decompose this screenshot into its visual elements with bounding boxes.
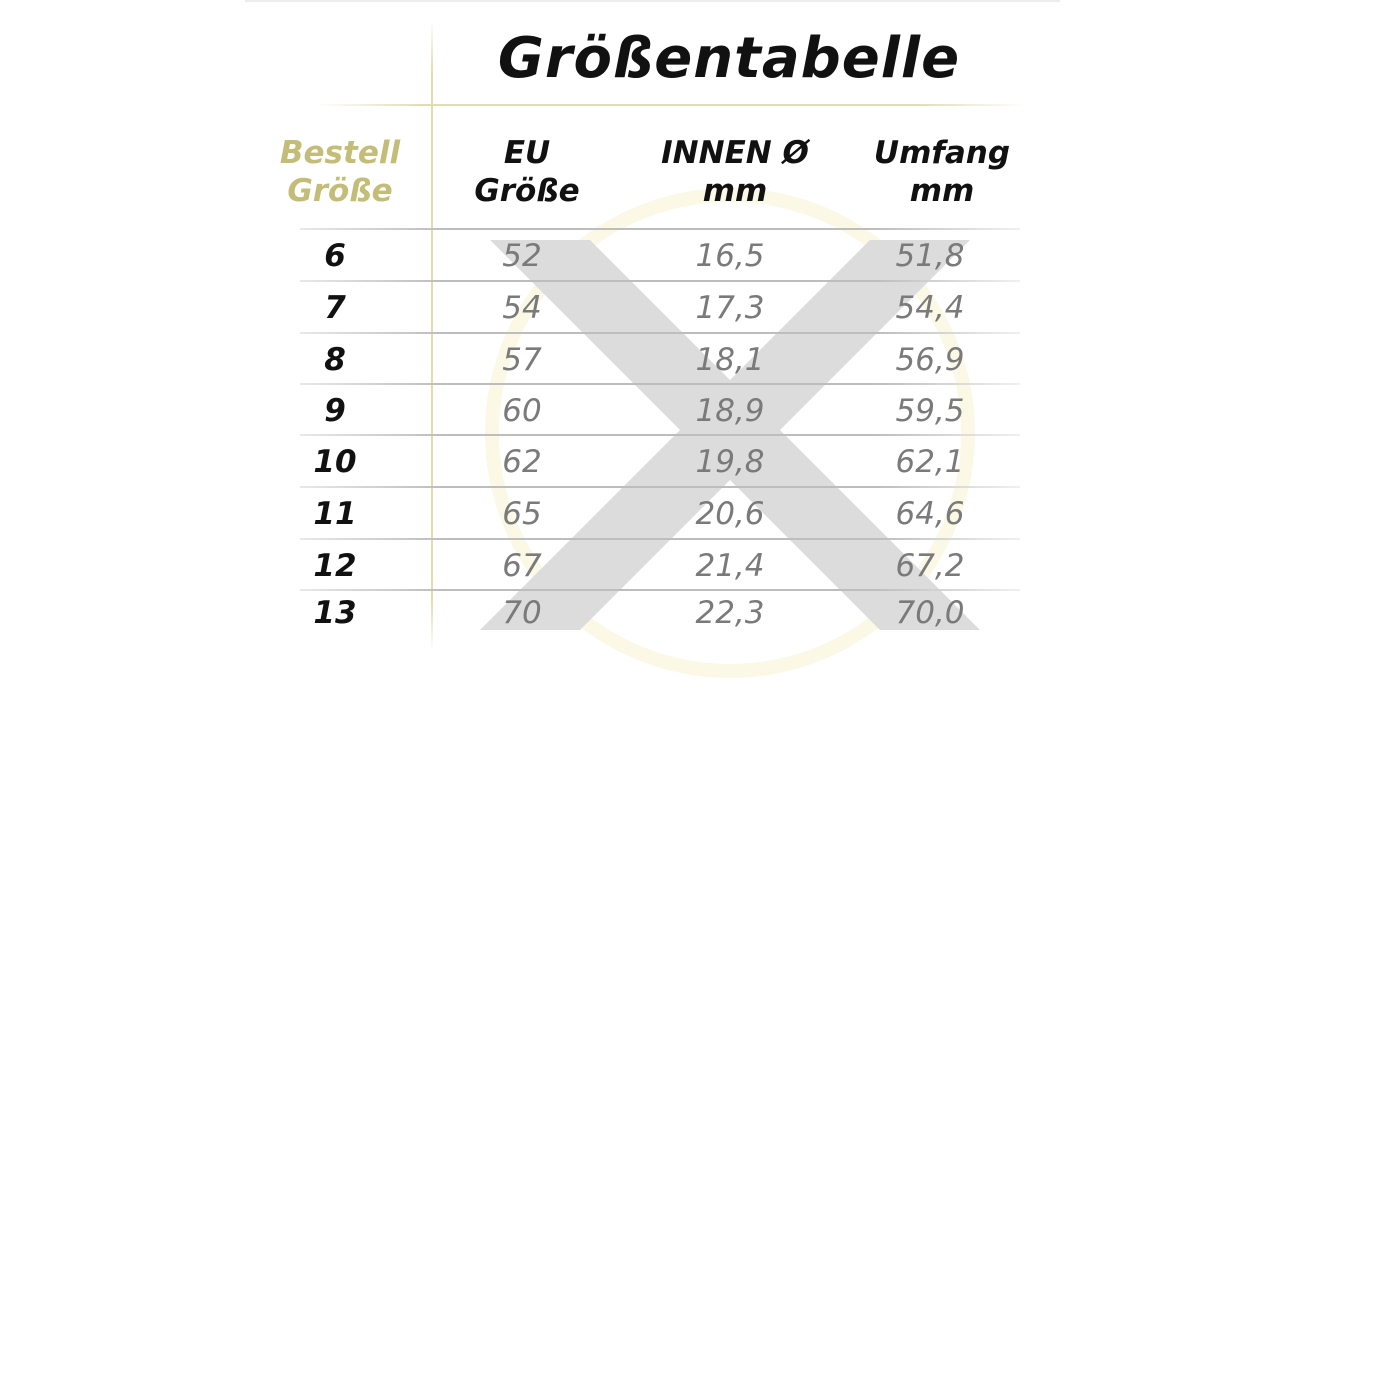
order-size-cell: 9: [324, 393, 346, 429]
table-row: [300, 486, 1020, 538]
header-eu-size: [452, 134, 602, 210]
inner-diameter-cell: 18,1: [695, 342, 765, 378]
circumference-cell: 70,0: [895, 595, 965, 631]
header-inner-diameter-line1: INNEN Ø: [661, 135, 809, 171]
top-divider: [245, 0, 1060, 2]
circumference-cell: 54,4: [895, 290, 965, 326]
row-divider: [300, 538, 1020, 540]
header-circumference-line1: Umfang: [873, 135, 1011, 171]
row-divider: [300, 486, 1020, 488]
row-divider: [300, 280, 1020, 282]
table-row: [300, 280, 1020, 332]
table-row: [300, 434, 1020, 486]
circumference-cell: 59,5: [895, 393, 965, 429]
header-order-size: [265, 134, 415, 210]
eu-size-cell: 65: [502, 496, 542, 532]
inner-diameter-cell: 16,5: [695, 238, 765, 274]
inner-diameter-cell: 20,6: [695, 496, 765, 532]
order-size-cell: 7: [324, 290, 346, 326]
header-eu-size-line1: EU: [503, 135, 551, 171]
circumference-cell: 51,8: [895, 238, 965, 274]
order-size-cell: 11: [313, 496, 357, 532]
inner-diameter-cell: 22,3: [695, 595, 765, 631]
page-title: Größentabelle: [497, 26, 961, 91]
circumference-cell: 62,1: [895, 444, 965, 480]
table-row: [300, 383, 1020, 435]
circumference-cell: 56,9: [895, 342, 965, 378]
inner-diameter-cell: 21,4: [695, 548, 765, 584]
header-inner-diameter-line2: mm: [702, 173, 768, 209]
table-row: [300, 228, 1020, 280]
header-circumference-line2: mm: [909, 173, 975, 209]
header-eu-size-line2: Größe: [474, 173, 580, 209]
inner-diameter-cell: 18,9: [695, 393, 765, 429]
order-size-cell: 10: [313, 444, 357, 480]
eu-size-cell: 57: [502, 342, 542, 378]
eu-size-cell: 62: [502, 444, 542, 480]
table-row: [300, 589, 1020, 641]
order-size-cell: 8: [324, 342, 346, 378]
eu-size-cell: 60: [502, 393, 542, 429]
header-order-size-line1: Bestell: [279, 135, 401, 171]
header-order-size-line2: Größe: [287, 173, 393, 209]
order-size-cell: 12: [313, 548, 357, 584]
inner-diameter-cell: 19,8: [695, 444, 765, 480]
row-divider: [300, 589, 1020, 591]
header-inner-diameter: [640, 134, 830, 210]
inner-diameter-cell: 17,3: [695, 290, 765, 326]
title-divider: [315, 104, 1025, 106]
row-divider: [300, 434, 1020, 436]
order-size-cell: 13: [313, 595, 357, 631]
row-divider: [300, 332, 1020, 334]
order-size-cell: 6: [324, 238, 346, 274]
table-row: [300, 332, 1020, 384]
row-divider: [300, 383, 1020, 385]
eu-size-cell: 52: [502, 238, 542, 274]
circumference-cell: 67,2: [895, 548, 965, 584]
eu-size-cell: 54: [502, 290, 542, 326]
table-row: [300, 538, 1020, 590]
eu-size-cell: 70: [502, 595, 542, 631]
header-circumference: [852, 134, 1032, 210]
circumference-cell: 64,6: [895, 496, 965, 532]
row-divider: [300, 228, 1020, 230]
eu-size-cell: 67: [502, 548, 542, 584]
